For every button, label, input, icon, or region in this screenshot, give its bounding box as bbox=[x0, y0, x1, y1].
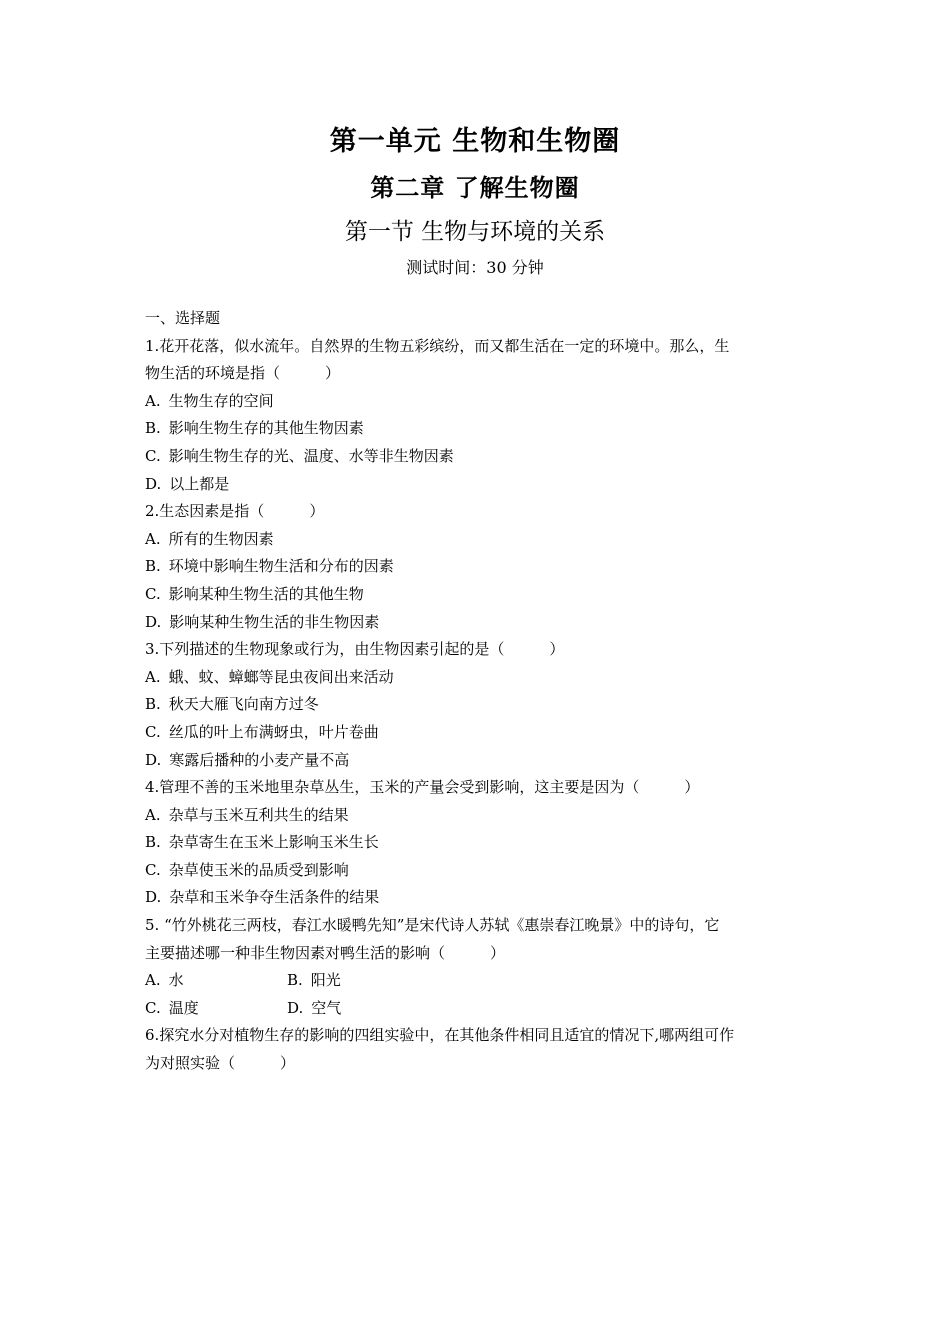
question-list bbox=[145, 305, 810, 1078]
option-letter: D. bbox=[145, 750, 162, 769]
option-letter: A. bbox=[145, 391, 161, 410]
option-letter: B. bbox=[145, 557, 161, 576]
option-row bbox=[145, 967, 810, 995]
option-text: 杂草和玉米争夺生活条件的结果 bbox=[169, 888, 380, 907]
option-d bbox=[145, 471, 810, 499]
option-a bbox=[145, 802, 810, 830]
section-title: 第一节 生物与环境的关系 bbox=[344, 219, 606, 245]
option-letter: B. bbox=[145, 695, 161, 714]
option-text: 影响某种生物生活的其他生物 bbox=[168, 584, 364, 603]
option-letter: D. bbox=[287, 998, 304, 1017]
option-letter: B. bbox=[287, 971, 303, 990]
question-stem-line: 4.管理不善的玉米地里杂草丛生，玉米的产量会受到影响，这主要是因为（ ） bbox=[145, 778, 700, 797]
option-c bbox=[145, 581, 810, 609]
option-b bbox=[145, 415, 810, 443]
option-row bbox=[145, 995, 810, 1023]
chapter-title: 第二章 了解生物圈 bbox=[370, 174, 580, 202]
option-letter: A. bbox=[145, 971, 161, 990]
section-heading: 一、选择题 bbox=[145, 309, 221, 327]
question-stem-line: 1.花开花落，似水流年。自然界的生物五彩缤纷，而又都生活在一定的环境中。那么，生 bbox=[145, 336, 730, 355]
option-letter: A. bbox=[145, 805, 161, 824]
option-text: 秋天大雁飞向南方过冬 bbox=[168, 695, 319, 714]
question-5 bbox=[145, 912, 810, 1022]
option-letter: C. bbox=[145, 722, 161, 741]
question-4 bbox=[145, 774, 810, 912]
option-text: 生物生存的空间 bbox=[168, 391, 274, 410]
option-text: 温度 bbox=[168, 998, 199, 1017]
option-text: 蛾、蚊、蟑螂等昆虫夜间出来活动 bbox=[168, 667, 394, 686]
question-stem-line: 5. “竹外桃花三两枝，春江水暖鸭先知”是宋代诗人苏轼《惠崇春江晚景》中的诗句，它 bbox=[145, 916, 720, 935]
unit-title: 第一单元 生物和生物圈 bbox=[329, 126, 621, 157]
option-b bbox=[145, 691, 810, 719]
option-c bbox=[145, 857, 810, 885]
option-text: 以上都是 bbox=[169, 474, 230, 493]
option-letter: C. bbox=[145, 446, 161, 465]
option-a bbox=[145, 664, 810, 692]
question-stem-line: 2.生态因素是指（ ） bbox=[145, 502, 325, 521]
option-text: 阳光 bbox=[310, 971, 341, 990]
option-c bbox=[145, 719, 810, 747]
question-3 bbox=[145, 636, 810, 774]
option-text: 影响某种生物生活的非生物因素 bbox=[169, 612, 380, 631]
option-text: 丝瓜的叶上布满蚜虫，叶片卷曲 bbox=[168, 722, 379, 741]
option-text: 空气 bbox=[311, 998, 342, 1017]
option-letter: C. bbox=[145, 998, 161, 1017]
option-d bbox=[145, 609, 810, 637]
option-b bbox=[145, 829, 810, 857]
question-stem-line: 物生活的环境是指（ ） bbox=[145, 364, 341, 383]
option-letter: C. bbox=[145, 860, 161, 879]
question-1 bbox=[145, 333, 810, 499]
option-text: 水 bbox=[168, 971, 184, 990]
option-letter: D. bbox=[145, 474, 162, 493]
option-letter: B. bbox=[145, 419, 161, 438]
option-c bbox=[145, 443, 810, 471]
question-stem-line: 6.探究水分对植物生存的影响的四组实验中，在其他条件相同且适宜的情况下,哪两组可作 bbox=[145, 1026, 735, 1045]
option-text: 影响生物生存的其他生物因素 bbox=[168, 419, 364, 438]
option-text: 环境中影响生物生活和分布的因素 bbox=[168, 557, 394, 576]
option-text: 所有的生物因素 bbox=[168, 529, 274, 548]
option-a bbox=[145, 526, 810, 554]
option-text: 杂草寄生在玉米上影响玉米生长 bbox=[168, 833, 379, 852]
option-text: 寒露后播种的小麦产量不高 bbox=[169, 750, 350, 769]
option-c bbox=[145, 995, 287, 1023]
question-stem-line: 为对照实验（ ） bbox=[145, 1054, 296, 1073]
option-text: 影响生物生存的光、温度、水等非生物因素 bbox=[168, 446, 454, 465]
option-letter: D. bbox=[145, 888, 162, 907]
option-d bbox=[145, 747, 810, 775]
question-stem-line: 主要描述哪一种非生物因素对鸭生活的影响（ ） bbox=[145, 943, 506, 962]
option-a bbox=[145, 388, 810, 416]
option-letter: B. bbox=[145, 833, 161, 852]
option-text: 杂草与玉米互利共生的结果 bbox=[168, 805, 349, 824]
question-stem-line: 3.下列描述的生物现象或行为，由生物因素引起的是（ ） bbox=[145, 640, 565, 659]
option-b bbox=[287, 967, 429, 995]
option-letter: D. bbox=[145, 612, 162, 631]
question-6 bbox=[145, 1022, 810, 1077]
option-a bbox=[145, 967, 287, 995]
option-b bbox=[145, 553, 810, 581]
option-d bbox=[145, 884, 810, 912]
test-time: 测试时间：30 分钟 bbox=[406, 258, 544, 277]
option-letter: A. bbox=[145, 529, 161, 548]
option-d bbox=[287, 995, 429, 1023]
question-2 bbox=[145, 498, 810, 636]
option-text: 杂草使玉米的品质受到影响 bbox=[168, 860, 349, 879]
option-letter: C. bbox=[145, 584, 161, 603]
option-letter: A. bbox=[145, 667, 161, 686]
